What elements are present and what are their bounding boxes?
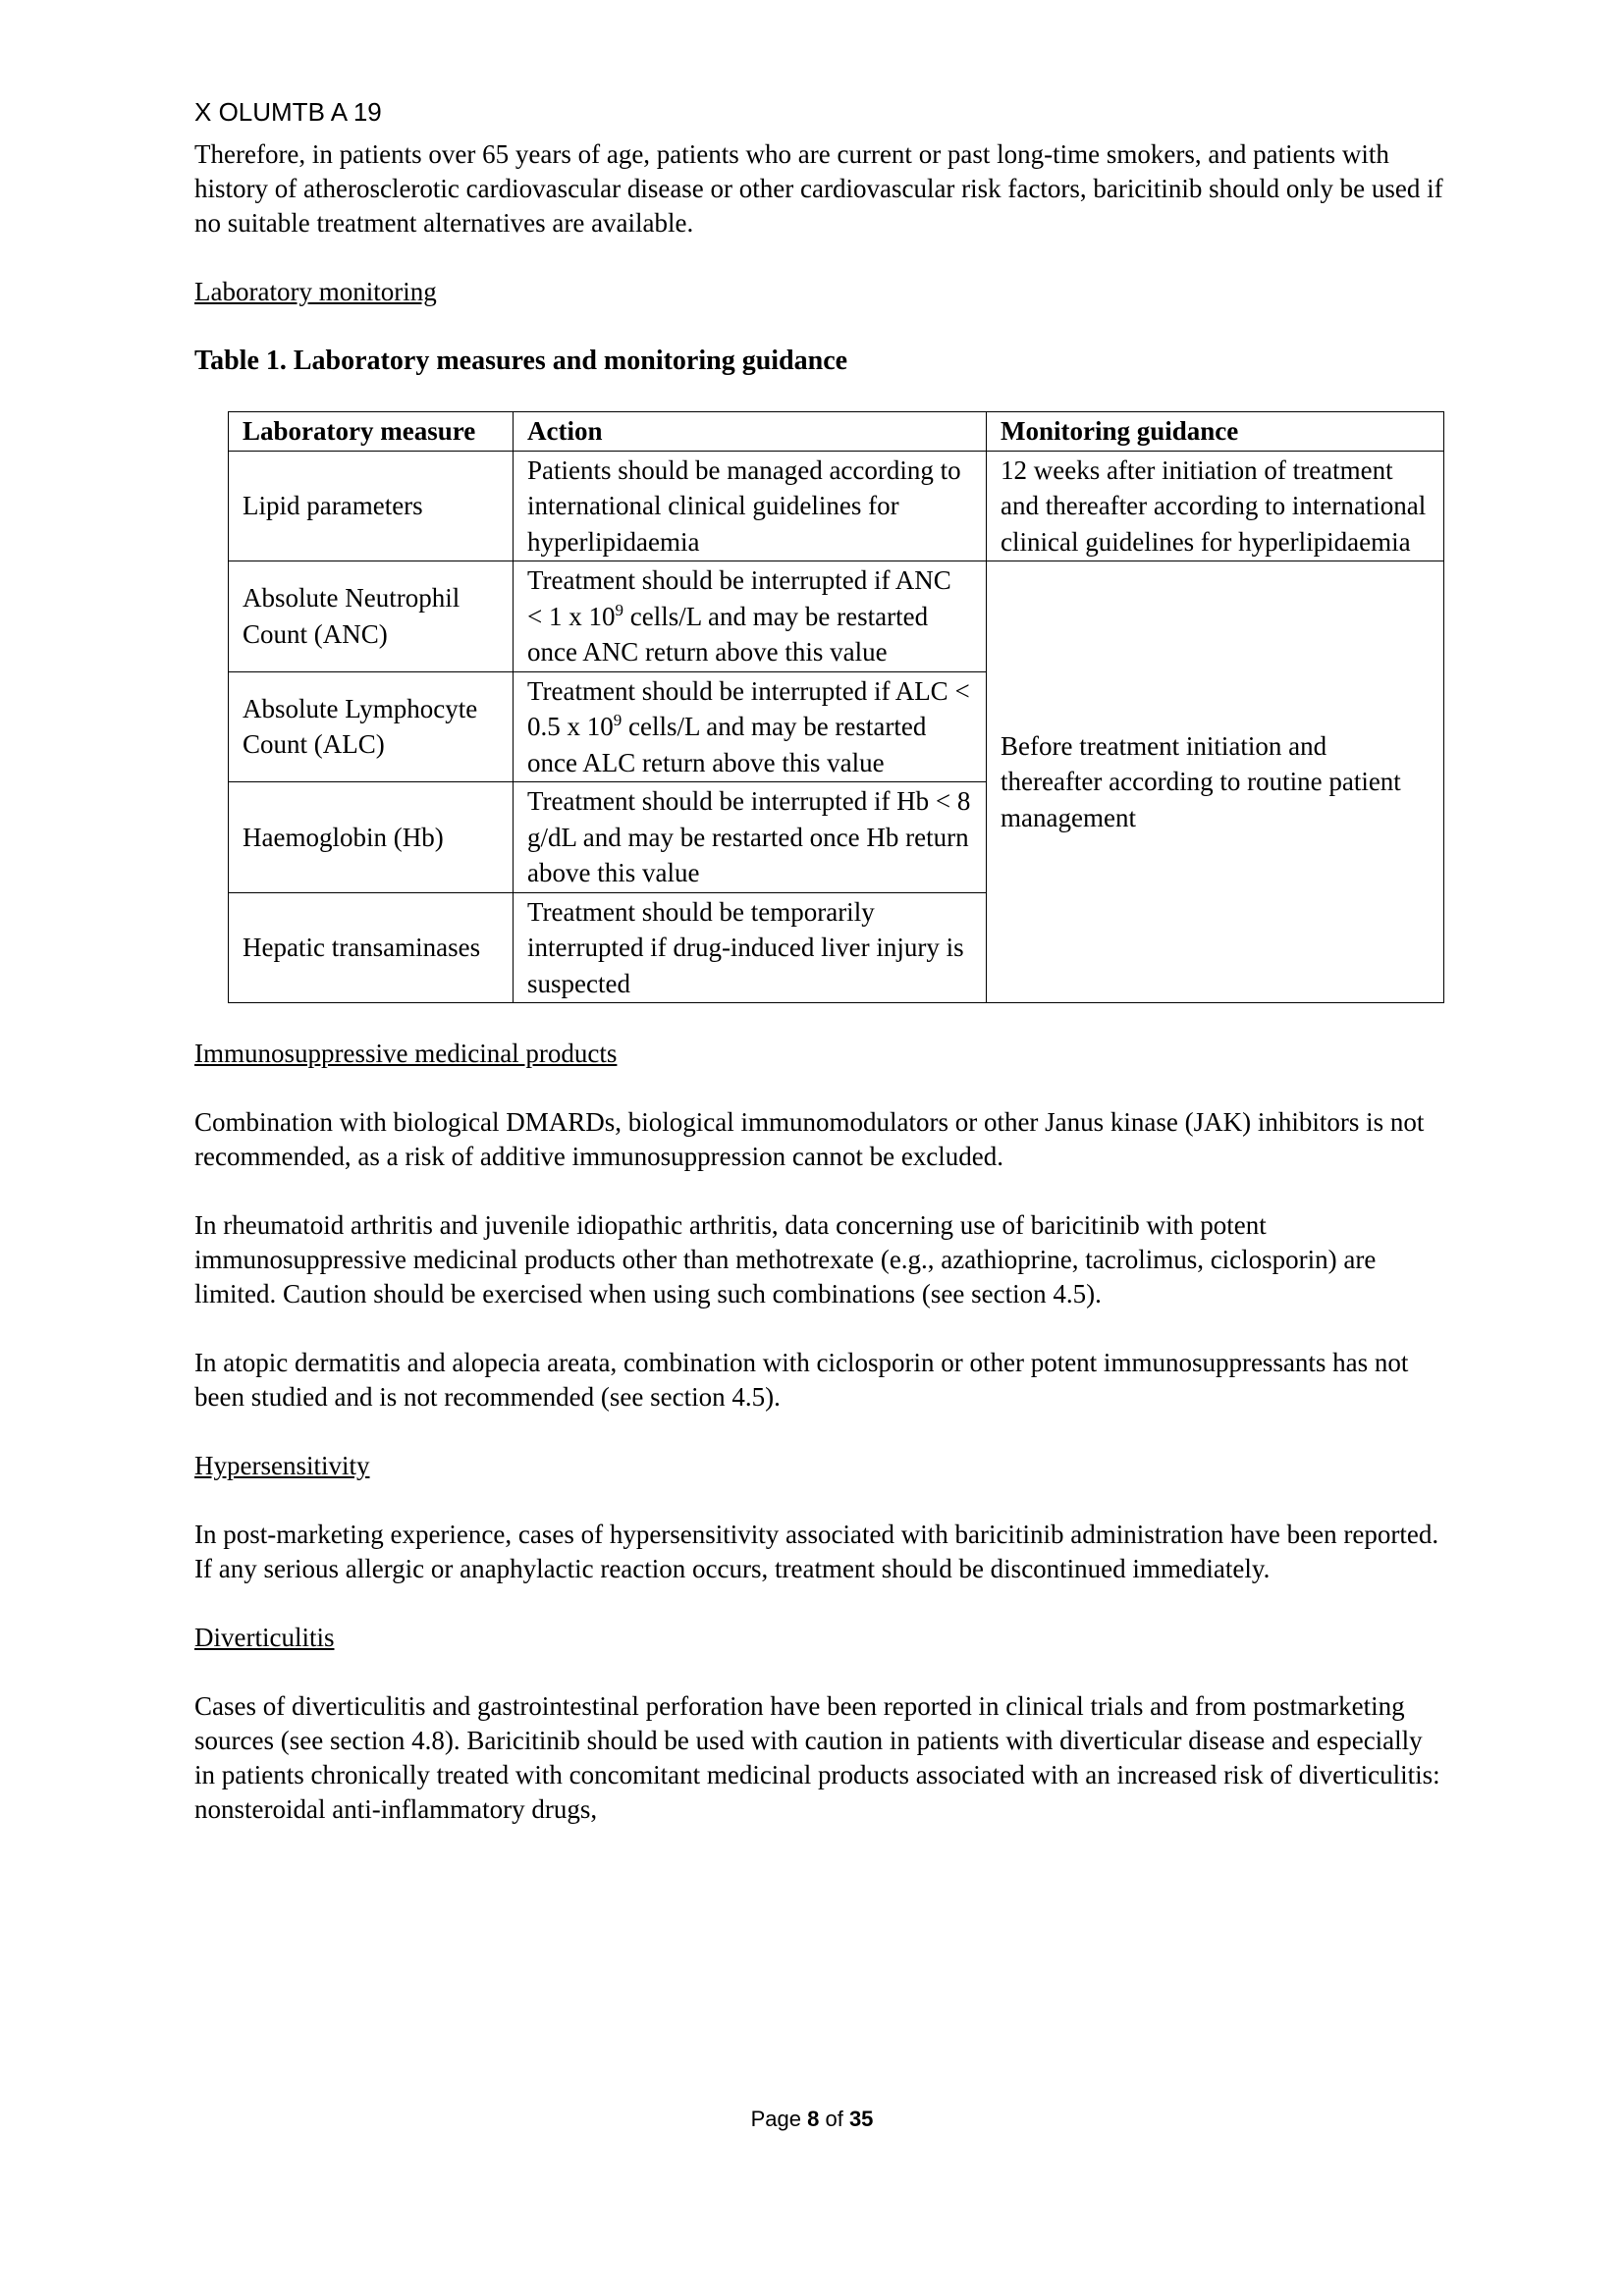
action-cell: Treatment should be interrupted if Hb < 8 g/dL and may be restarted once Hb return above this value — [514, 782, 987, 893]
diverticulitis-paragraph: Cases of diverticulitis and gastrointestinal perforation have been reported in clinical trials and from postmarketing sources (see section 4.8). Baricitinib should be used with caution in patients with diverticular disease and especially in patients chronically treated with concomitant medicinal products associated with an increased risk of diverticulitis: nonsteroidal anti-inflammatory drugs, — [194, 1691, 1440, 1824]
immunosuppressive-paragraph-1: Combination with biological DMARDs, biological immunomodulators or other Janus kinase (JAK) inhibitors is not recommended, as a risk of additive immunosuppression cannot be excluded. — [194, 1107, 1425, 1171]
column-header-action: Action — [514, 412, 987, 452]
action-text: Treatment should be interrupted if ALC < 0.5 x 10 — [527, 675, 970, 741]
table-row — [229, 451, 1444, 561]
hypersensitivity-paragraph: In post-marketing experience, cases of hypersensitivity associated with baricitinib administration have been reported. If any serious allergic or anaphylactic reaction occurs, treatment should be discontinued immediately. — [194, 1520, 1439, 1583]
measure-cell: Absolute Lymphocyte Count (ALC) — [229, 671, 514, 782]
intro-paragraph: Therefore, in patients over 65 years of age, patients who are current or past long-time smokers, and patients with history of atherosclerotic cardiovascular disease or other cardiovascular risk factors, baricitinib should only be used if no suitable treatment alternatives are available. — [194, 139, 1443, 238]
column-header-guidance: Monitoring guidance — [987, 412, 1444, 452]
measure-cell: Absolute Neutrophil Count (ANC) — [229, 561, 514, 672]
exponent: 9 — [613, 711, 623, 729]
measure-cell: Haemoglobin (Hb) — [229, 782, 514, 893]
measure-cell: Hepatic transaminases — [229, 892, 514, 1003]
action-text: cells/L and may be restarted once ALC return above this value — [527, 712, 927, 777]
of-label: of — [825, 2107, 843, 2131]
document-page — [194, 96, 1443, 1827]
action-cell — [514, 561, 987, 672]
action-text: cells/L and may be restarted once ANC return above this value — [527, 601, 929, 667]
immunosuppressive-paragraph-3: In atopic dermatitis and alopecia areata, combination with ciclosporin or other potent immunosuppressants has not been studied and is not recommended (see section 4.5). — [194, 1348, 1409, 1412]
shared-guidance-cell: Before treatment initiation and thereafter according to routine patient management — [987, 561, 1444, 1003]
page-label: Page — [750, 2107, 801, 2131]
page-footer — [0, 2107, 1624, 2132]
immunosuppressive-heading: Immunosuppressive medicinal products — [194, 1039, 618, 1068]
document-code-header: X OLUMTB A 19 — [194, 97, 382, 127]
column-header-measure: Laboratory measure — [229, 412, 514, 452]
table-caption: Table 1. Laboratory measures and monitoring guidance — [194, 346, 848, 376]
table-header-row — [229, 412, 1444, 452]
exponent: 9 — [615, 600, 623, 619]
laboratory-measures-table — [228, 411, 1444, 1003]
page-number: 8 — [807, 2107, 820, 2131]
diverticulitis-heading: Diverticulitis — [194, 1623, 335, 1652]
immunosuppressive-paragraph-2: In rheumatoid arthritis and juvenile idiopathic arthritis, data concerning use of baricitinib with potent immunosuppressive medicinal products other than methotrexate (e.g., azathioprine, tacrolimus, ciclosporin) are limited. Caution should be exercised when using such combinations (see section 4.5). — [194, 1210, 1377, 1308]
table-row — [229, 561, 1444, 672]
action-cell: Patients should be managed according to international clinical guidelines for hyperlipidaemia — [514, 451, 987, 561]
laboratory-monitoring-heading: Laboratory monitoring — [194, 277, 437, 306]
action-text: Treatment should be interrupted if ANC < 1 x 10 — [527, 565, 951, 631]
action-cell — [514, 671, 987, 782]
hypersensitivity-heading: Hypersensitivity — [194, 1451, 370, 1480]
page-total: 35 — [848, 2107, 874, 2131]
action-cell: Treatment should be temporarily interrupted if drug-induced liver injury is suspected — [514, 892, 987, 1003]
measure-cell: Lipid parameters — [229, 451, 514, 561]
guidance-cell: 12 weeks after initiation of treatment and thereafter according to international clinical guidelines for hyperlipidaemia — [987, 451, 1444, 561]
